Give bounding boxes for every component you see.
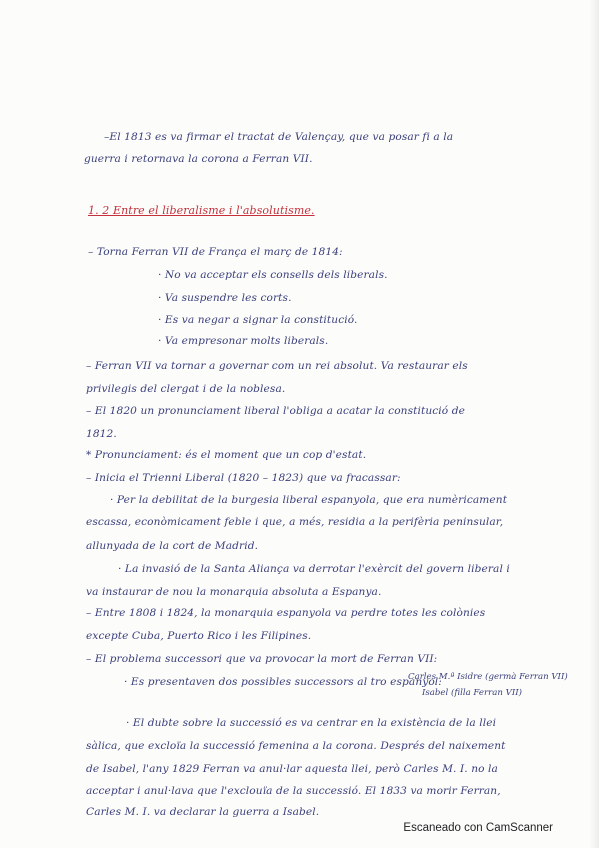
text-line: Carles M. I. va declarar la guerra a Isabel. — [86, 806, 320, 818]
text-line: excepte Cuba, Puerto Rico i les Filipines. — [86, 630, 312, 642]
side-note: Carles M.ª Isidre (germà Ferran VII) — [408, 672, 568, 682]
text-line: – Inicia el Trienni Liberal (1820 – 1823) que va fracassar: — [86, 472, 401, 484]
bullet-item: · Va empresonar molts liberals. — [158, 335, 329, 347]
text-line: allunyada de la cort de Madrid. — [86, 540, 259, 552]
bullet-item: · No va acceptar els consells dels liberals. — [158, 269, 388, 281]
text-line: – Entre 1808 i 1824, la monarquia espanyola va perdre totes les colònies — [86, 607, 486, 619]
page-edge-shadow — [589, 0, 599, 848]
section-heading: 1. 2 Entre el liberalisme i l'absolutisme. — [88, 204, 315, 217]
text-line: 1812. — [86, 428, 117, 440]
bullet-item: · Va suspendre les corts. — [158, 292, 292, 304]
text-line: – Ferran VII va tornar a governar com un rei absolut. Va restaurar els — [86, 360, 468, 372]
bullet-item: · Per la debilitat de la burgesia liberal espanyola, que era numèricament — [110, 494, 508, 506]
bullet-item: · La invasió de la Santa Aliança va derrotar l'exèrcit del govern liberal i — [118, 563, 510, 575]
scanner-watermark: Escaneado con CamScanner — [403, 822, 553, 834]
text-line: guerra i retornava la corona a Ferran VII. — [84, 153, 313, 165]
bullet-item: · Es presentaven dos possibles successors al tro espanyol: — [124, 676, 442, 688]
text-line: sàlica, que excloïa la successió femenina a la corona. Després del naixement — [86, 740, 506, 752]
text-line: va instaurar de nou la monarquia absoluta a Espanya. — [86, 586, 382, 598]
text-line: –El 1813 es va firmar el tractat de Valençay, que va posar fi a la — [104, 131, 454, 143]
bullet-item: · El dubte sobre la successió es va centrar en la existència de la llei — [126, 717, 497, 729]
text-line: – Torna Ferran VII de França el març de 1814: — [88, 246, 343, 258]
bullet-item: · Es va negar a signar la constitució. — [158, 314, 358, 326]
text-line: – El problema successori que va provocar la mort de Ferran VII: — [86, 653, 438, 665]
definition-note: * Pronunciament: és el moment que un cop d'estat. — [86, 449, 367, 461]
text-line: escassa, econòmicament feble i que, a més, residia a la perifèria peninsular, — [86, 516, 504, 528]
text-line: de Isabel, l'any 1829 Ferran va anul·lar aquesta llei, però Carles M. I. no la — [86, 763, 498, 775]
text-line: privilegis del clergat i de la noblesa. — [86, 383, 286, 395]
text-line: – El 1820 un pronunciament liberal l'obliga a acatar la constitució de — [86, 405, 465, 417]
side-note: Isabel (filla Ferran VII) — [422, 688, 522, 698]
text-line: acceptar i anul·lava que l'exclouïa de la successió. El 1833 va morir Ferran, — [86, 785, 501, 797]
